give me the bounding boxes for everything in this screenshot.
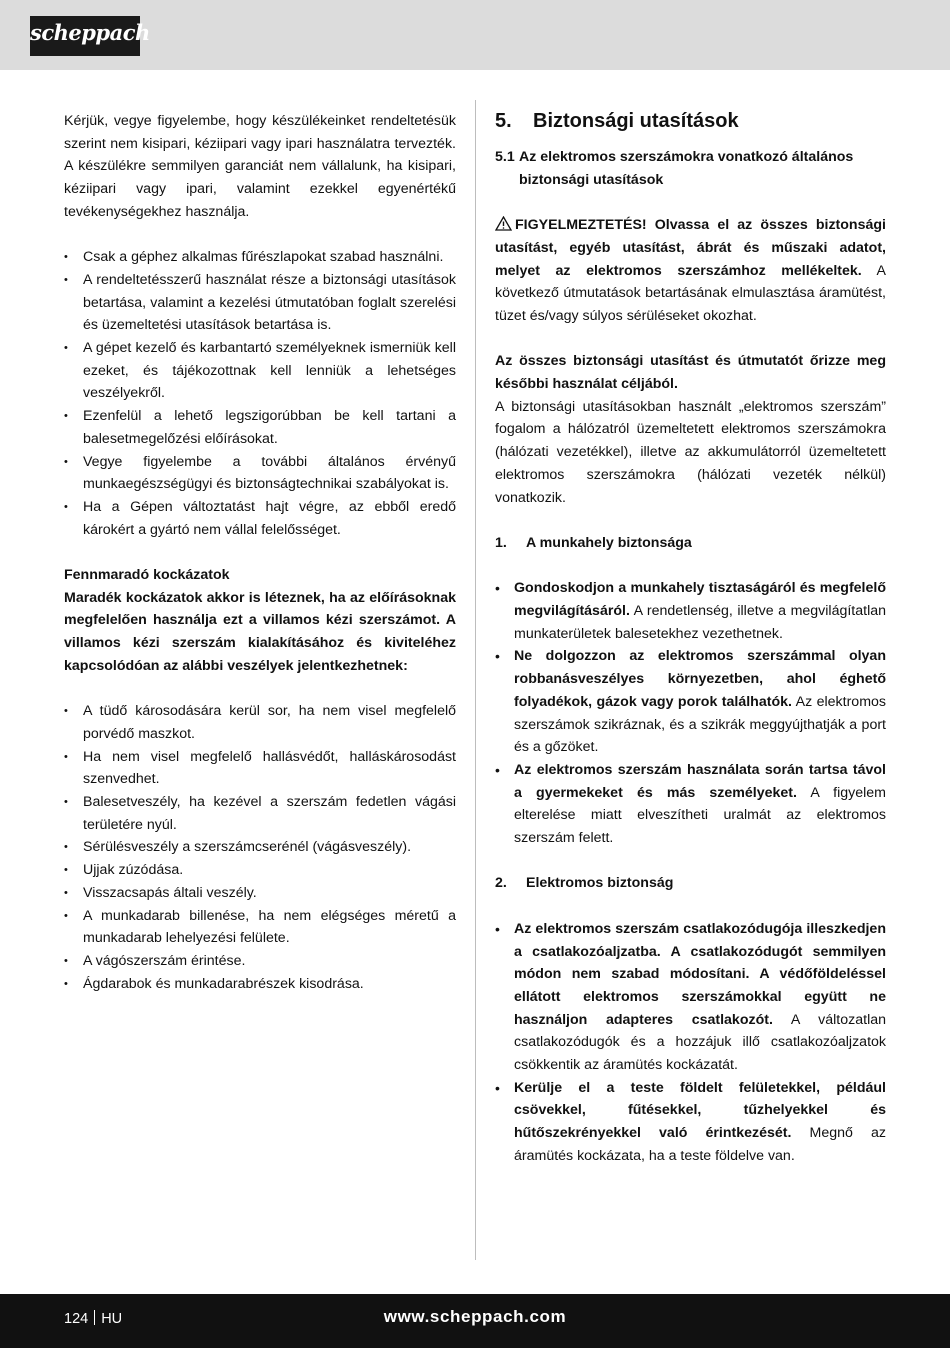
- left-column: [64, 110, 456, 995]
- residual-risks-intro: Maradék kockázatok akkor is léteznek, ha az előírásoknak megfelelően használja ezt a villamos kézi szerszámot. A villamos kézi szerszám kialakításához és kiviteléhez kapcsolódóan az alábbi veszélyek jelentkezhetnek:: [64, 589, 456, 674]
- website-link[interactable]: www.scheppach.com: [383, 1307, 567, 1326]
- list-item: [495, 577, 886, 645]
- list-item: • Ha nem visel megfelelő hallásvédőt, halláskárosodást szenvedhet.: [64, 746, 456, 791]
- page-number-value: 124: [64, 1311, 89, 1327]
- electrical-safety-number: 2.: [495, 875, 507, 892]
- list-item-bold: Az elektromos szerszám csatlakozódugója illeszkedjen a csatlakozóaljzatba. A csatlakozódugót semmilyen módon nem szabad módosítani. A védőföldeléssel ellátott elektromos szerszámokkal együtt ne használjon adapteres csatlakozót.: [514, 920, 886, 1028]
- keep-instructions-text: A biztonsági utasításokban használt „elektromos szerszám” fogalom a hálózatról üzemeltetett elektromos szerszámokra (hálózati vezetékkel), illetve az akkumulátorról üzemeltetett elektromos szerszámokra (hálózati vezeték nélkül) vonatkozik.: [495, 398, 886, 506]
- workplace-safety-list: [495, 577, 886, 849]
- language-code: HU: [101, 1311, 123, 1327]
- intro-paragraph: Kérjük, vegye figyelembe, hogy készülékeinket rendeltetésük szerint nem kisipari, kéziipari vagy ipari használatra tervezték. A készülékre semmilyen garanciát nem vállalunk, ha kisipari, kéziipari vagy ipari, valamint ezekkel egyenértékű tevékenységekhez használja.: [64, 113, 456, 220]
- warning-paragraph: [495, 214, 886, 328]
- list-item: [495, 1077, 886, 1168]
- section-title: Biztonsági utasítások: [533, 110, 739, 132]
- list-item: • Balesetveszély, ha kezével a szerszám fedetlen vágási területére nyúl.: [64, 791, 456, 836]
- list-item: • Sérülésveszély a szerszámcserénél (vágásveszély).: [64, 836, 456, 859]
- workplace-safety-heading: [495, 532, 886, 555]
- list-item-bold: Az elektromos szerszám használata során tartsa távol a gyermekeket és más személyeket.: [514, 761, 886, 801]
- residual-risks-heading: Fennmaradó kockázatok: [64, 567, 230, 584]
- section-number: 5.: [495, 110, 512, 132]
- right-column: [495, 110, 886, 1168]
- list-item: • Csak a géphez alkalmas fűrészlapokat szabad használni.: [64, 246, 456, 269]
- warning-text: A következő útmutatások betartásának elmulasztása áramütést, tüzet és/vagy súlyos sérüléseket okozhat.: [495, 262, 886, 324]
- electrical-safety-heading: [495, 872, 886, 895]
- list-item: • Visszacsapás általi veszély.: [64, 882, 456, 905]
- list-item: • Ágdarabok és munkadarabrészek kisodrása.: [64, 973, 456, 996]
- brand-logo: [30, 16, 150, 56]
- page-footer: [0, 1294, 950, 1348]
- brand-logo-text: scheppach: [30, 20, 150, 45]
- warning-triangle-icon: [495, 216, 512, 231]
- subsection-number: 5.1: [495, 149, 515, 165]
- list-item: • A rendeltetésszerű használat része a biztonsági utasítások betartása, valamint a kezelési útmutatóban foglalt szerelési és üzemeltetési utasítások betartása is.: [64, 269, 456, 337]
- section-heading: [495, 110, 886, 132]
- page-header: [0, 0, 950, 70]
- list-item-text: A figyelem elterelése miatt elveszítheti uralmát az elektromos szerszám felett.: [514, 784, 886, 847]
- subsection-title: Az elektromos szerszámokra vonatkozó általános biztonsági utasítások: [519, 149, 854, 188]
- electrical-safety-list: [495, 918, 886, 1168]
- list-item: • Vegye figyelembe a további általános érvényű munkaegészségügyi és biztonságtechnikai szabályokat is.: [64, 451, 456, 496]
- list-item: [495, 918, 886, 1077]
- list-item: [495, 645, 886, 759]
- electrical-safety-title: Elektromos biztonság: [526, 875, 674, 892]
- list-item: • Ha a Gépen változtatást hajt végre, az ebből eredő károkért a gyártó nem vállal felelősséget.: [64, 496, 456, 541]
- list-item: • Ezenfelül a lehető legszigorúbban be kell tartani a balesetmegelőzési előírásokat.: [64, 405, 456, 450]
- list-item: • A tüdő károsodására kerül sor, ha nem visel megfelelő porvédő maszkot.: [64, 700, 456, 745]
- risk-list: [64, 700, 456, 995]
- list-item: • A vágószerszám érintése.: [64, 950, 456, 973]
- usage-list: [64, 246, 456, 541]
- list-item: • Ujjak zúzódása.: [64, 859, 456, 882]
- list-item-bold: Ne dolgozzon az elektromos szerszámmal olyan robbanásveszélyes környezetben, ahol éghető folyadékok, gázok vagy porok találhatók.: [514, 648, 886, 710]
- list-item-text: A változatlan csatlakozódugók és a hozzájuk illő csatlakozóaljzatok csökkentik az áramütés kockázatát.: [514, 1011, 886, 1074]
- list-item: • A gépet kezelő és karbantartó személyeknek ismerniük kell ezeket, és tájékozottnak kell lenniük a lehetséges veszélyekről.: [64, 337, 456, 405]
- list-item-bold: Gondoskodjon a munkahely tisztaságáról és megfelelő megvilágításáról.: [514, 580, 886, 619]
- workplace-safety-number: 1.: [495, 534, 507, 551]
- list-item-bold: Kerülje el a teste földelt felületekkel, például csövekkel, fűtésekkel, tűzhelyekkel és hűtőszekrényekkel való érintkezését.: [514, 1079, 886, 1142]
- list-item-text: Megnő az áramütés kockázata, ha a teste földelve van.: [514, 1125, 886, 1164]
- warning-bold-text: FIGYELMEZTETÉS! Olvassa el az összes biztonsági utasítást, egyéb utasítást, ábrát és műszaki adatot, melyet az elektromos szerszámhoz mellékeltek.: [495, 217, 886, 279]
- workplace-safety-title: A munkahely biztonsága: [526, 534, 692, 551]
- list-item: [495, 759, 886, 850]
- list-item-text: A rendetlenség, illetve a megvilágítatlan munkaterületek balesetekhez vezethetnek.: [514, 603, 886, 642]
- subsection-heading: [495, 146, 886, 191]
- list-item-text: Az elektromos szerszámok szikráznak, és a szikrák meggyújthatják a port és a gőzöket.: [514, 693, 886, 756]
- column-divider: [475, 100, 476, 1260]
- keep-instructions-bold: Az összes biztonsági utasítást és útmutatót őrizze meg későbbi használat céljából.: [495, 353, 886, 392]
- list-item: • A munkadarab billenése, ha nem elégséges méretű a munkadarab lehelyezési felülete.: [64, 905, 456, 950]
